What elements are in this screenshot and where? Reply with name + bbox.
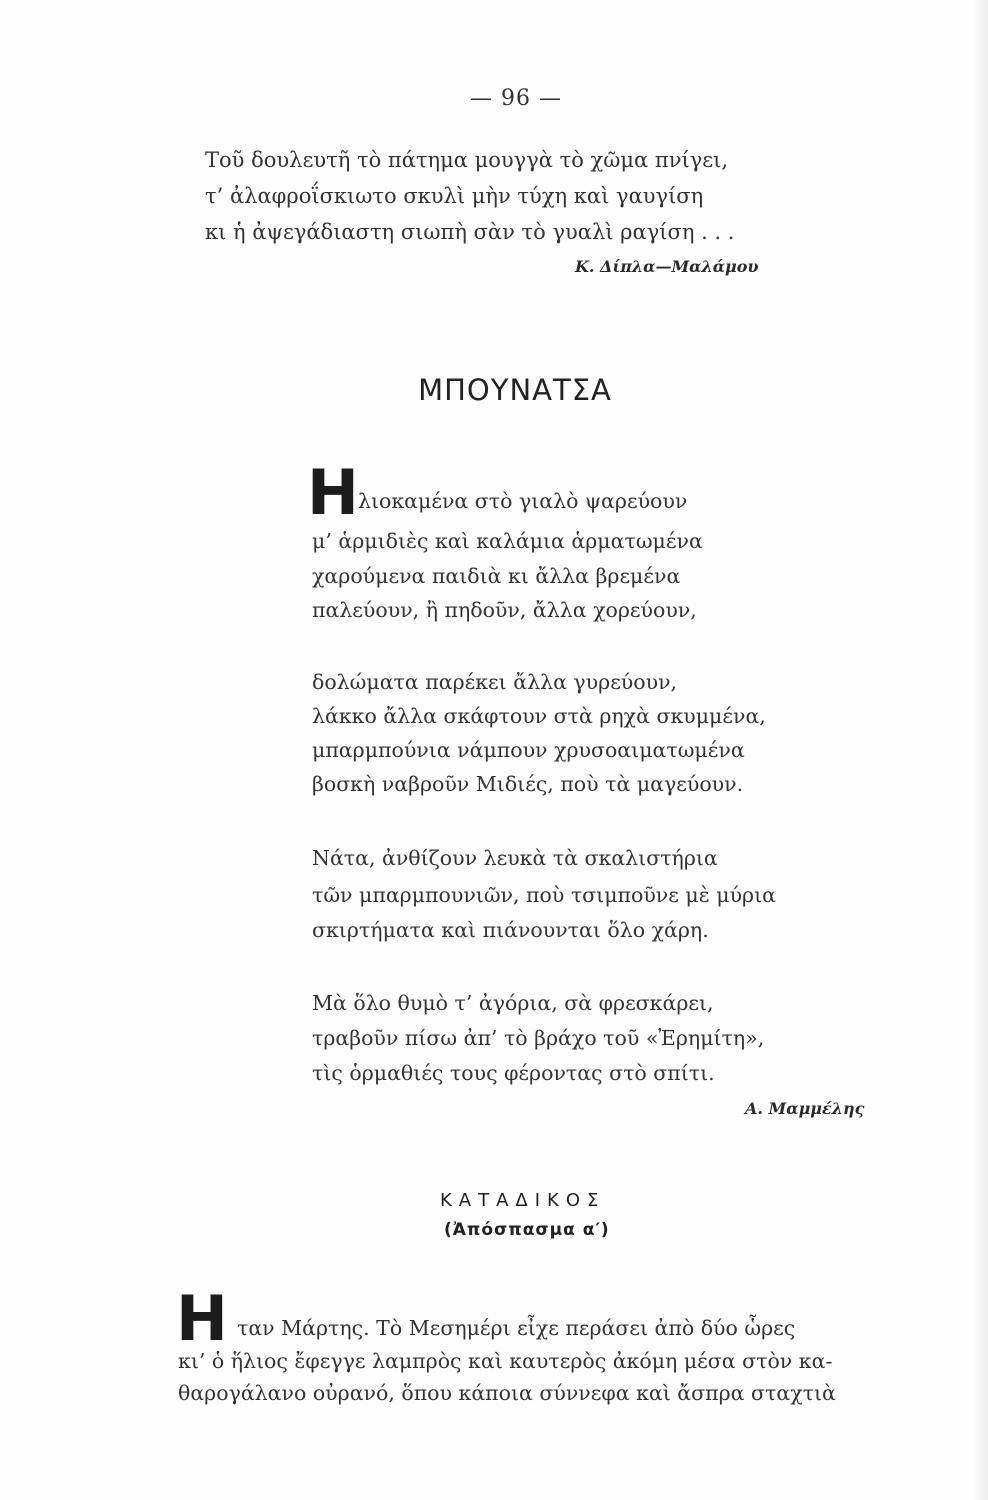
prose-line: κι’ ὁ ἥλιος ἔφεγγε λαμπρὸς καὶ καυτερὸς ἀκόμη μέσα στὸν κα- — [178, 1349, 833, 1373]
poem2-author: Α. Μαμμέλης — [745, 1099, 865, 1118]
poem2-stanza2-line: βοσκὴ ναβροῦν Μιδιές, ποὺ τὰ μαγεύουν. — [312, 772, 744, 796]
poem2-stanza2-line: μπαρμπούνια νάμπουν χρυσοαιματωμένα — [312, 738, 745, 762]
poem2-stanza2-line: λάκκο ἄλλα σκάφτουν στὰ ρηχὰ σκυμμένα, — [312, 704, 766, 728]
section-title: ΚΑΤΑΔΙΚΟΣ — [440, 1190, 606, 1211]
poem2-stanza4-line: τραβοῦν πίσω ἀπ’ τὸ βράχο τοῦ «Ἐρημίτη», — [312, 1026, 765, 1050]
poem2-stanza4-line: Μὰ ὅλο θυμὸ τ’ ἀγόρια, σὰ φρεσκάρει, — [312, 991, 714, 1015]
poem2-stanza3-line: τῶν μπαρμπουνιῶν, ποὺ τσιμποῦνε μὲ μύρια — [312, 883, 776, 907]
poem2-stanza3-line: Νάτα, ἀνθίζουν λευκὰ τὰ σκαλιστήρια — [312, 846, 718, 870]
poem2-title: ΜΠΟΥΝΑΤΣΑ — [418, 373, 612, 407]
page-edge-shadow — [974, 0, 988, 1500]
poem1-line: τ’ ἀλαφροΐσκιωτο σκυλὶ μὴν τύχη καὶ γαυγίση — [205, 184, 704, 208]
prose-line: θαρογάλανο οὐρανό, ὅπου κάποια σύννεφα καὶ ἄσπρα σταχτιὰ — [178, 1381, 836, 1405]
section-subtitle: (Ἀπόσπασμα α′) — [444, 1220, 610, 1240]
poem1-line: κι ἡ ἀψεγάδιαστη σιωπὴ σὰν τὸ γυαλὶ ραγίση . . . — [205, 220, 735, 244]
poem2-stanza1-line: παλεύουν, ἢ πηδοῦν, ἄλλα χορεύουν, — [312, 598, 697, 622]
poem2-dropcap: Η — [307, 456, 359, 529]
page-number: — 96 — — [470, 86, 562, 111]
poem2-stanza1-line: λιοκαμένα στὸ γιαλὸ ψαρεύουν — [358, 489, 688, 513]
section-dropcap: Η — [176, 1282, 228, 1355]
poem2-stanza4-line: τὶς ὁρμαθιές τους φέροντας στὸ σπίτι. — [312, 1061, 715, 1085]
poem2-stanza1-line: χαρούμενα παιδιὰ κι ἄλλα βρεμένα — [312, 564, 681, 588]
prose-line: ταν Μάρτης. Τὸ Μεσημέρι εἶχε περάσει ἀπὸ δύο ὧρες — [237, 1316, 796, 1340]
poem2-stanza1-line: μ’ ἁρμιδιὲς καὶ καλάμια ἁρματωμένα — [312, 529, 703, 553]
poem1-author: Κ. Δίπλα—Μαλάμου — [575, 257, 759, 276]
poem1-line: Τοῦ δουλευτῆ τὸ πάτημα μουγγὰ τὸ χῶμα πνίγει, — [205, 148, 729, 172]
poem2-stanza3-line: σκιρτήματα καὶ πιάνουνται ὅλο χάρη. — [312, 918, 709, 942]
poem2-stanza2-line: δολώματα παρέκει ἄλλα γυρεύουν, — [312, 670, 678, 694]
